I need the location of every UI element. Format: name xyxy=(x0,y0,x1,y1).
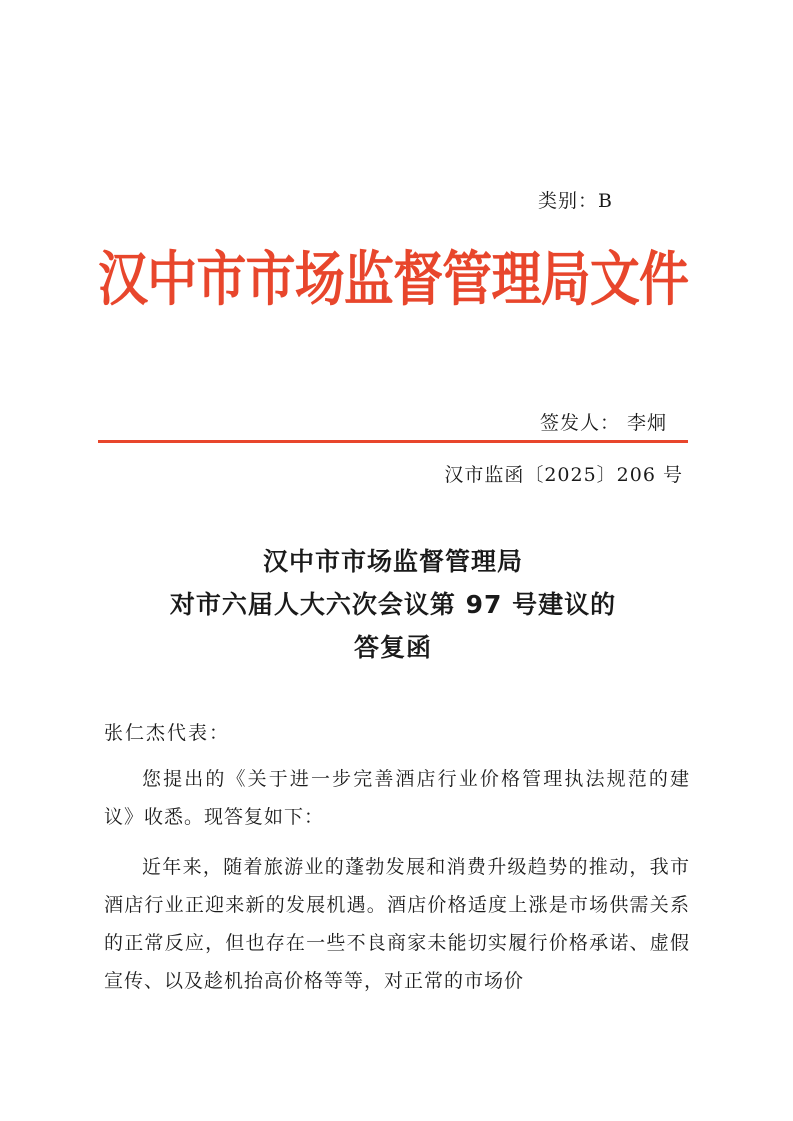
body-paragraph xyxy=(104,760,690,836)
paragraph-text: 近年来，随着旅游业的蓬勃发展和消费升级趋势的推动，我市酒店行业正迎来新的发展机遇。酒店价格适度上涨是市场供需关系的正常反应，但也存在一些不良商家未能切实履行价格承诺、虚假宣传、以及趁机抬高价格等等，对正常的市场价 xyxy=(104,856,690,992)
document-title xyxy=(98,540,688,669)
title-line-2: 对市六届人大六次会议第 97 号建议的 xyxy=(169,590,617,619)
masthead-title: 汉中市市场监督管理局文件 xyxy=(98,244,688,314)
issuer-signature: 签发人： 李炯 xyxy=(540,412,668,434)
document-category: 类别：B xyxy=(538,190,613,212)
title-line-3: 答复函 xyxy=(353,633,432,662)
paragraph-text: 您提出的《关于进一步完善酒店行业价格管理执法规范的建议》收悉。现答复如下： xyxy=(104,768,690,828)
document-number: 汉市监函〔2025〕206 号 xyxy=(444,464,683,486)
body-paragraph xyxy=(104,848,690,1000)
red-divider-line xyxy=(98,440,688,443)
title-line-1: 汉中市市场监督管理局 xyxy=(262,547,523,576)
salutation: 张仁杰代表： xyxy=(104,722,231,744)
